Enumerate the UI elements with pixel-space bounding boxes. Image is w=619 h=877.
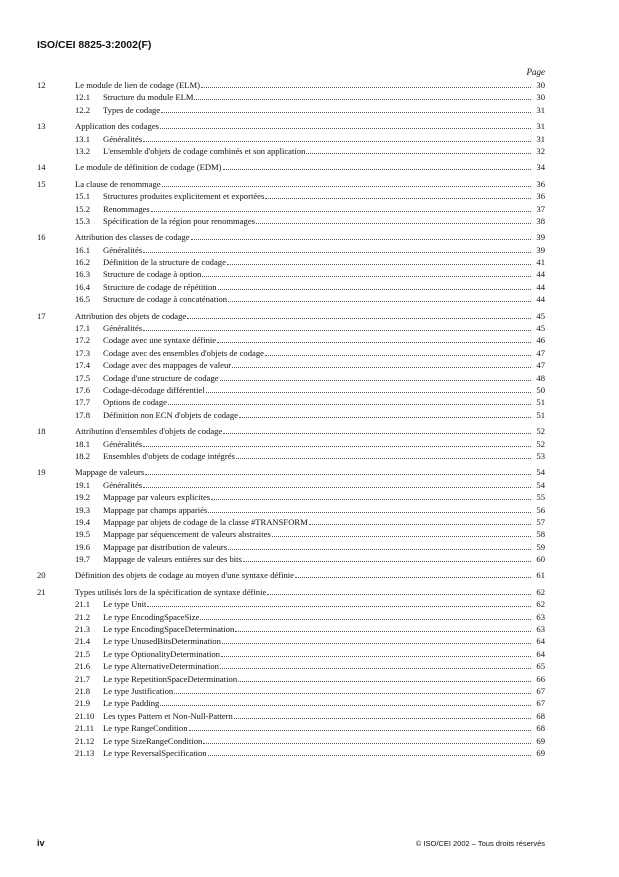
toc-title-link[interactable]: Codage avec une syntaxe définie [103,335,217,346]
toc-entry[interactable] [37,466,545,478]
toc-title-link[interactable]: Le type Justification [103,685,174,696]
dot-leader [272,536,531,537]
dot-leader [227,264,531,265]
toc-page-number: 39 [536,232,545,243]
dot-leader [222,643,531,644]
toc-entry[interactable] [37,161,545,173]
toc-page-number: 61 [536,570,545,581]
toc-number: 15.2 [75,203,91,214]
toc-title-link[interactable]: Le type ReversalSpecification [103,747,207,758]
toc-entry[interactable] [37,310,545,322]
toc-number: 17 [37,310,46,321]
dot-leader [236,458,531,459]
toc-title-link[interactable]: Codage d'une structure de codage [103,372,219,383]
document-header: ISO/CEI 8825-3:2002(F) [37,39,152,51]
toc-section [37,120,545,157]
toc-page-number: 67 [536,685,545,696]
toc-page-number: 45 [536,323,545,334]
toc-subentry[interactable] [37,145,545,157]
dot-leader [239,417,531,418]
toc-number: 16.2 [75,257,91,268]
toc-title-link[interactable]: Généralités [103,438,143,449]
toc-number: 19.5 [75,529,91,540]
toc-subentry[interactable] [37,409,545,421]
toc-page-number: 52 [536,426,545,437]
toc-subentry[interactable] [37,697,545,709]
toc-number: 21.6 [75,661,91,672]
toc-title-link[interactable]: Structure de codage à option [103,269,202,280]
dot-leader [256,223,531,224]
toc-page-number: 63 [536,624,545,635]
toc-subentry[interactable] [37,384,545,396]
copyright-notice: © ISO/CEI 2002 – Tous droits réservés [415,839,545,848]
dot-leader [160,705,531,706]
dot-leader [235,631,531,632]
toc-subentry[interactable] [37,133,545,145]
dot-leader [208,755,531,756]
dot-leader [203,743,531,744]
toc-title-link[interactable]: Mappage par distribution de valeurs [103,541,228,552]
toc-title-link[interactable]: L'ensemble d'objets de codage combinés et son application [103,145,306,156]
toc-number: 18 [37,426,46,437]
toc-subentry[interactable] [37,322,545,334]
toc-number: 17.5 [75,372,91,383]
toc-subentry[interactable] [37,660,545,672]
toc-subentry[interactable] [37,722,545,734]
dot-leader [243,561,531,562]
toc-number: 14 [37,162,46,173]
toc-page-number: 44 [536,269,545,280]
toc-subentry[interactable] [37,479,545,491]
toc-title-link[interactable]: Le type RepetitionSpaceDetermination [103,673,238,684]
toc-page-number: 58 [536,529,545,540]
toc-subentry[interactable] [37,685,545,697]
toc-section [37,178,545,228]
toc-page-number: 47 [536,347,545,358]
toc-page-number: 44 [536,294,545,305]
dot-leader [306,153,531,154]
toc-number: 12.1 [75,92,91,103]
toc-page-number: 57 [536,516,545,527]
toc-title-link[interactable]: Codage avec des mappages de valeur [103,360,232,371]
toc-title-link[interactable]: Le type EncodingSpaceSize [103,611,200,622]
toc-subentry[interactable] [37,598,545,610]
toc-number: 15 [37,178,46,189]
dot-leader [143,487,531,488]
toc-title-link[interactable]: La clause de renommage [75,178,161,189]
toc-title-link[interactable]: Renommages [103,203,150,214]
toc-page-number: 54 [536,479,545,490]
toc-number: 15.3 [75,215,91,226]
toc-title-link[interactable]: Mappage par séquencement de valeurs abstraites [103,529,271,540]
dot-leader [223,169,531,170]
toc-page-number: 41 [536,257,545,268]
toc-entry[interactable] [37,569,545,581]
toc-title-link[interactable]: Le type UnusedBitsDetermination [103,636,221,647]
toc-subentry[interactable] [37,215,545,227]
dot-leader [238,681,531,682]
toc-number: 21.4 [75,636,91,647]
dot-leader [187,318,531,319]
toc-page-number: 32 [536,145,545,156]
toc-subentry[interactable] [37,635,545,647]
toc-number: 21.3 [75,624,91,635]
toc-title-link[interactable]: Structures produites explicitement et exportées [103,191,265,202]
toc-subentry[interactable] [37,648,545,660]
toc-title-link[interactable]: Types utilisés lors de la spécification de syntaxe définie [75,586,267,597]
toc-number: 21.12 [75,735,95,746]
toc-section [37,586,545,759]
toc-number: 12.2 [75,104,91,115]
toc-subentry[interactable] [37,104,545,116]
toc-page-number: 37 [536,203,545,214]
toc-page-number: 30 [536,92,545,103]
toc-page-number: 39 [536,244,545,255]
toc-page-number: 63 [536,611,545,622]
toc-title-link[interactable]: Mappage par valeurs explicites [103,492,211,503]
toc-subentry[interactable] [37,673,545,685]
toc-number: 17.4 [75,360,91,371]
dot-leader [145,474,531,475]
toc-number: 13 [37,121,46,132]
toc-number: 21 [37,586,46,597]
toc-number: 21.9 [75,698,91,709]
dot-leader [143,252,531,253]
dot-leader [147,606,531,607]
toc-title-link[interactable]: Le type EncodingSpaceDetermination [103,624,235,635]
toc-number: 16.5 [75,294,91,305]
toc-number: 16 [37,232,46,243]
dot-leader [202,276,531,277]
toc-page-number: 34 [536,162,545,173]
toc-page-number: 68 [536,723,545,734]
toc-number: 19 [37,467,46,478]
toc-subentry[interactable] [37,347,545,359]
toc-number: 19.3 [75,504,91,515]
dot-leader [267,594,531,595]
toc-page-number: 50 [536,384,545,395]
toc-subentry[interactable] [37,553,545,565]
dot-leader [208,512,531,513]
toc-page-number: 38 [536,215,545,226]
toc-page-number: 51 [536,397,545,408]
dot-leader [234,718,531,719]
toc-page-number: 62 [536,586,545,597]
toc-section [37,161,545,173]
toc-number: 16.3 [75,269,91,280]
toc-title-link[interactable]: Attribution des classes de codage [75,232,190,243]
toc-number: 17.3 [75,347,91,358]
toc-number: 13.2 [75,145,91,156]
toc-subentry[interactable] [37,516,545,528]
toc-page-number: 45 [536,310,545,321]
toc-number: 17.1 [75,323,91,334]
toc-title-link[interactable]: Application des codages [75,121,160,132]
page-number: iv [37,838,45,848]
toc-number: 21.13 [75,747,95,758]
toc-number: 19.7 [75,554,91,565]
toc-title-link[interactable]: Définition des objets de codage au moyen d'une syntaxe définie [75,570,294,581]
dot-leader [218,289,531,290]
toc-number: 17.8 [75,409,91,420]
toc-subentry[interactable] [37,244,545,256]
dot-leader [143,446,531,447]
toc-title-link[interactable]: Généralités [103,479,143,490]
dot-leader [191,239,531,240]
toc-title-link[interactable]: Les types Pattern et Non-Null-Pattern [103,710,233,721]
toc-title-link[interactable]: Généralités [103,244,143,255]
dot-leader [161,112,531,113]
toc-subentry[interactable] [37,396,545,408]
dot-leader [265,198,531,199]
toc-page-number: 54 [536,467,545,478]
toc-title-link[interactable]: Définition de la structure de codage [103,257,226,268]
toc-page-number: 69 [536,735,545,746]
toc-subentry[interactable] [37,747,545,759]
toc-entry[interactable] [37,586,545,598]
toc-number: 17.6 [75,384,91,395]
toc-number: 13.1 [75,133,91,144]
toc-page-number: 64 [536,648,545,659]
toc-page-number: 53 [536,450,545,461]
toc-number: 19.1 [75,479,91,490]
toc-number: 21.2 [75,611,91,622]
toc-subentry[interactable] [37,710,545,722]
toc-number: 21.7 [75,673,91,684]
toc-subentry[interactable] [37,611,545,623]
toc-page-number: 44 [536,281,545,292]
toc-number: 18.1 [75,438,91,449]
toc-title-link[interactable]: Options de codage [103,397,167,408]
toc-page-number: 36 [536,191,545,202]
toc-entry[interactable] [37,178,545,190]
dot-leader [295,577,531,578]
toc-section [37,310,545,422]
toc-title-link[interactable]: Définition non ECN d'objets de codage [103,409,238,420]
toc-entry[interactable] [37,120,545,132]
toc-section [37,79,545,116]
toc-page-number: 47 [536,360,545,371]
toc-page-number: 55 [536,492,545,503]
toc-subentry[interactable] [37,281,545,293]
toc-title-link[interactable]: Structure de codage à concaténation [103,294,228,305]
toc-page-number: 62 [536,599,545,610]
toc-subentry[interactable] [37,491,545,503]
toc-number: 17.2 [75,335,91,346]
toc-subentry[interactable] [37,334,545,346]
toc-page-number: 36 [536,178,545,189]
toc-page-number: 31 [536,104,545,115]
toc-number: 21.10 [75,710,95,721]
toc-number: 21.1 [75,599,91,610]
toc-subentry[interactable] [37,541,545,553]
toc-number: 21.5 [75,648,91,659]
toc-page-number: 69 [536,747,545,758]
toc-title-link[interactable]: Attribution d'ensembles d'objets de codage [75,426,223,437]
toc-page-number: 30 [536,80,545,90]
toc-title-link[interactable]: Généralités [103,133,143,144]
toc-title-link[interactable]: Types de codage [103,104,161,115]
dot-leader [221,656,531,657]
dot-leader [200,619,531,620]
toc-section [37,569,545,581]
toc-title-link[interactable]: Le type Unit [103,599,147,610]
toc-subentry[interactable] [37,528,545,540]
toc-number: 18.2 [75,450,91,461]
toc-page-number: 31 [536,121,545,132]
toc-title-link[interactable]: Structure du module ELM [103,92,194,103]
toc-title-link[interactable]: Le module de définition de codage (EDM) [75,162,222,173]
toc-title-link[interactable]: Spécification de la région pour renommages [103,215,256,226]
dot-leader [143,330,531,331]
dot-leader [211,499,531,500]
toc-page-number: 31 [536,133,545,144]
toc-title-link[interactable]: Le module de lien de codage (ELM) [75,80,201,90]
dot-leader [194,99,531,100]
toc-page-number: 51 [536,409,545,420]
toc-number: 12 [37,80,46,90]
toc-subentry[interactable] [37,372,545,384]
toc-entry[interactable] [37,79,545,91]
toc-subentry[interactable] [37,504,545,516]
dot-leader [220,668,531,669]
toc-section [37,425,545,462]
page-column-label: Page [526,67,545,77]
toc-number: 19.4 [75,516,91,527]
toc-entry[interactable] [37,231,545,243]
toc-entry[interactable] [37,425,545,437]
toc-number: 21.8 [75,685,91,696]
toc-title-link[interactable]: Codage-décodage différentiel [103,384,205,395]
toc-subentry[interactable] [37,190,545,202]
toc-number: 15.1 [75,191,91,202]
toc-subentry[interactable] [37,735,545,747]
toc-page-number: 64 [536,636,545,647]
toc-page-number: 48 [536,372,545,383]
toc-number: 20 [37,570,46,581]
toc-title-link[interactable]: Attribution des objets de codage [75,310,187,321]
dot-leader [174,693,531,694]
toc-page-number: 65 [536,661,545,672]
toc-section [37,466,545,565]
toc-subentry[interactable] [37,623,545,635]
table-of-contents [37,79,545,763]
dot-leader [265,355,531,356]
toc-page-number: 46 [536,335,545,346]
toc-title-link[interactable]: Le type AlternativeDetermination [103,661,219,672]
toc-title-link[interactable]: Structure de codage de répétition [103,281,217,292]
toc-title-link[interactable]: Le type SizeRangeCondition [103,735,203,746]
dot-leader [206,392,531,393]
toc-number: 19.2 [75,492,91,503]
toc-title-link[interactable]: Mappage par objets de codage de la classe #TRANSFORM [103,516,308,527]
toc-page-number: 56 [536,504,545,515]
toc-subentry[interactable] [37,203,545,215]
toc-page-number: 52 [536,438,545,449]
toc-page-number: 60 [536,554,545,565]
toc-page-number: 59 [536,541,545,552]
dot-leader [162,186,531,187]
toc-page-number: 66 [536,673,545,684]
toc-number: 19.6 [75,541,91,552]
toc-number: 16.4 [75,281,91,292]
dot-leader [168,404,531,405]
dot-leader [201,87,531,88]
toc-subentry[interactable] [37,450,545,462]
toc-page-number: 68 [536,710,545,721]
dot-leader [228,549,531,550]
toc-title-link[interactable]: Le type OptionalityDetermination [103,648,220,659]
dot-leader [160,128,531,129]
toc-title-link[interactable]: Mappage de valeurs [75,467,145,478]
toc-subentry[interactable] [37,268,545,280]
dot-leader [217,342,531,343]
toc-title-link[interactable]: Ensembles d'objets de codage intégrés [103,450,235,461]
toc-title-link[interactable]: Le type RangeCondition [103,723,188,734]
dot-leader [228,301,531,302]
toc-subentry[interactable] [37,293,545,305]
toc-page-number: 67 [536,698,545,709]
toc-number: 21.11 [75,723,95,734]
dot-leader [232,367,531,368]
dot-leader [223,433,531,434]
toc-title-link[interactable]: Codage avec des ensembles d'objets de codage [103,347,264,358]
toc-subentry[interactable] [37,359,545,371]
toc-number: 16.1 [75,244,91,255]
toc-section [37,231,545,305]
dot-leader [151,211,531,212]
dot-leader [309,524,531,525]
dot-leader [143,141,531,142]
toc-title-link[interactable]: Généralités [103,323,143,334]
dot-leader [220,380,531,381]
toc-title-link[interactable]: Le type Padding [103,698,160,709]
toc-subentry[interactable] [37,256,545,268]
toc-subentry[interactable] [37,91,545,103]
toc-subentry[interactable] [37,438,545,450]
toc-title-link[interactable]: Mappage de valeurs entières sur des bits [103,554,242,565]
toc-number: 17.7 [75,397,91,408]
toc-title-link[interactable]: Mappage par champs appariés [103,504,208,515]
dot-leader [189,730,532,731]
